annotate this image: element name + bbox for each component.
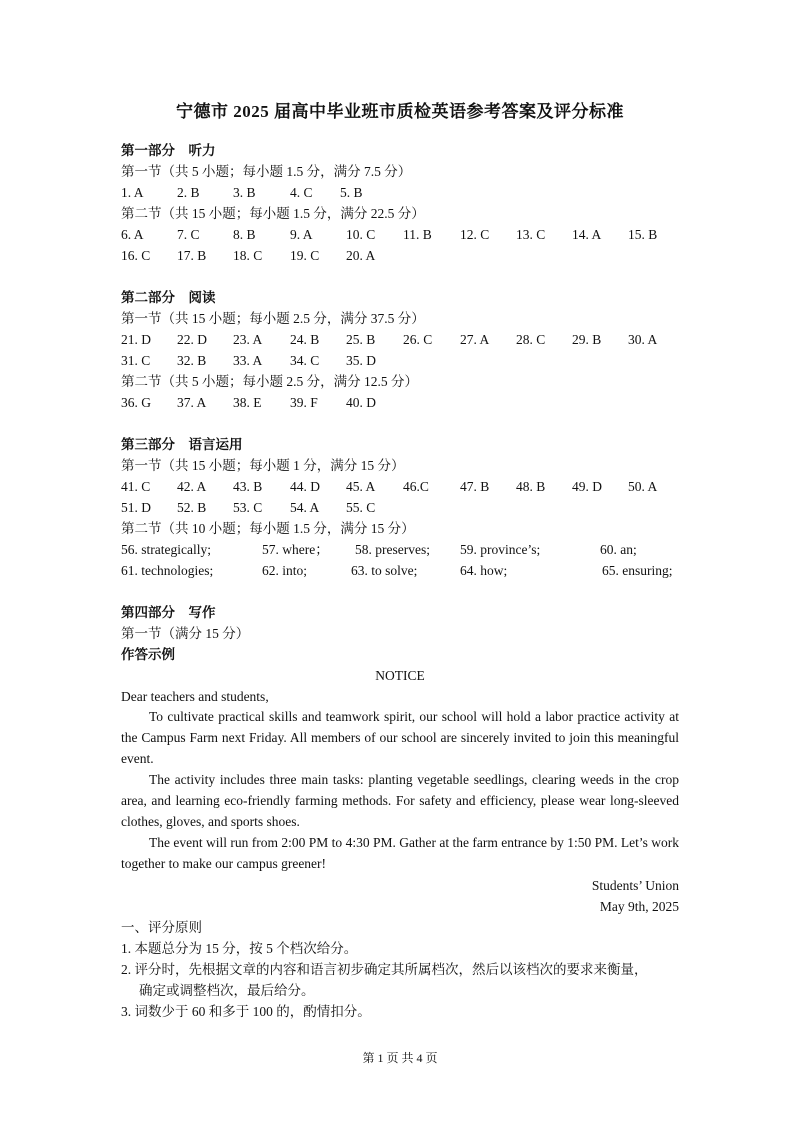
answer-cell: 19. C	[290, 248, 320, 263]
answer-cell: 21. D	[121, 332, 151, 347]
answer-cell: 13. C	[516, 227, 546, 242]
answer-cell: 26. C	[403, 332, 433, 347]
answer-cell: 57. where；	[262, 542, 329, 557]
part2-section1: 第一节（共 15 小题；每小题 2.5 分，满分 37.5 分）	[121, 311, 425, 326]
answer-cell: 14. A	[572, 227, 602, 242]
answer-cell: 62. into;	[262, 563, 308, 578]
notice-title: NOTICE	[375, 668, 425, 683]
answer-cell: 18. C	[233, 248, 263, 263]
answer-cell: 34. C	[290, 353, 320, 368]
part3-section2: 第二节（共 10 小题；每小题 1.5 分，满分 15 分）	[121, 521, 415, 536]
answer-cell: 25. B	[346, 332, 376, 347]
answer-cell: 65. ensuring;	[602, 563, 673, 578]
part3-section1: 第一节（共 15 小题；每小题 1 分，满分 15 分）	[121, 458, 405, 473]
page-title: 宁德市 2025 届高中毕业班市质检英语参考答案及评分标准	[176, 102, 624, 121]
answer-cell: 11. B	[403, 227, 432, 242]
notice-signature: Students’ Union	[591, 878, 679, 893]
answer-cell: 6. A	[121, 227, 144, 242]
page-number-footer: 第 1 页 共 4 页	[362, 1051, 438, 1065]
answer-cell: 59. province’s;	[460, 542, 541, 557]
rule-3: 3. 词数少于 60 和多于 100 的，酌情扣分。	[121, 1004, 371, 1019]
notice-paragraph-3: The event will run from 2:00 PM to 4:30 PM. Gather at the farm entrance by 1:50 PM. Let’s work together to make our campus greener!	[121, 835, 679, 871]
notice-paragraph-2: The activity includes three main tasks: planting vegetable seedlings, clearing weeds in the crop area, and learning eco-friendly farming methods. For safety and efficiency, please wear long-sleeved clothes, gloves, and sports shoes.	[121, 772, 679, 829]
answer-cell: 52. B	[177, 500, 207, 515]
answer-cell: 49. D	[572, 479, 602, 494]
answer-cell: 20. A	[346, 248, 376, 263]
answer-cell: 3. B	[233, 185, 256, 200]
part1-section1: 第一节（共 5 小题；每小题 1.5 分，满分 7.5 分）	[121, 164, 412, 179]
answer-cell: 60. an;	[600, 542, 637, 557]
answer-cell: 36. G	[121, 395, 151, 410]
answer-cell: 54. A	[290, 500, 320, 515]
part1-section2: 第二节（共 15 小题；每小题 1.5 分，满分 22.5 分）	[121, 206, 425, 221]
answer-cell: 8. B	[233, 227, 256, 242]
answer-cell: 63. to solve;	[351, 563, 418, 578]
part1-heading: 第一部分 听力	[121, 143, 216, 158]
answer-cell: 33. A	[233, 353, 263, 368]
answer-cell: 15. B	[628, 227, 658, 242]
answer-cell: 38. E	[233, 395, 262, 410]
answer-cell: 30. A	[628, 332, 658, 347]
answer-cell: 10. C	[346, 227, 376, 242]
rule-2-continued: 确定或调整档次，最后给分。	[139, 983, 315, 998]
rule-2: 2. 评分时，先根据文章的内容和语言初步确定其所属档次，然后以该档次的要求来衡量，	[121, 962, 648, 977]
notice-paragraph-1: To cultivate practical skills and teamwork spirit, our school will hold a labor practice activity at the Campus Farm next Friday. All members of our school are sincerely invited to join this meaningful event.	[121, 709, 679, 766]
part4-section1: 第一节（满分 15 分）	[121, 626, 250, 641]
answer-cell: 17. B	[177, 248, 207, 263]
answer-cell: 51. D	[121, 500, 151, 515]
part4-heading: 第四部分 写作	[121, 605, 216, 620]
answer-cell: 40. D	[346, 395, 376, 410]
answer-cell: 32. B	[177, 353, 207, 368]
sample-label: 作答示例	[121, 647, 175, 662]
answer-cell: 9. A	[290, 227, 313, 242]
part3-heading: 第三部分 语言运用	[121, 437, 243, 452]
rules-heading: 一、评分原则	[121, 920, 202, 935]
answer-cell: 7. C	[177, 227, 200, 242]
answer-cell: 58. preserves;	[355, 542, 430, 557]
answer-cell: 35. D	[346, 353, 376, 368]
answer-cell: 47. B	[460, 479, 490, 494]
notice-greeting: Dear teachers and students,	[121, 689, 269, 704]
answer-cell: 1. A	[121, 185, 144, 200]
answer-cell: 56. strategically;	[121, 542, 211, 557]
answer-cell: 22. D	[177, 332, 207, 347]
rule-1: 1. 本题总分为 15 分，按 5 个档次给分。	[121, 941, 358, 956]
answer-cell: 29. B	[572, 332, 602, 347]
answer-cell: 48. B	[516, 479, 546, 494]
answer-cell: 55. C	[346, 500, 376, 515]
answer-cell: 12. C	[460, 227, 490, 242]
answer-cell: 64. how;	[460, 563, 508, 578]
answer-cell: 28. C	[516, 332, 546, 347]
answer-cell: 37. A	[177, 395, 207, 410]
answer-cell: 43. B	[233, 479, 263, 494]
answer-cell: 31. C	[121, 353, 151, 368]
notice-date: May 9th, 2025	[599, 899, 679, 914]
answer-cell: 42. A	[177, 479, 207, 494]
part2-section2: 第二节（共 5 小题；每小题 2.5 分，满分 12.5 分）	[121, 374, 418, 389]
answer-cell: 46.C	[403, 479, 429, 494]
answer-cell: 24. B	[290, 332, 320, 347]
answer-cell: 45. A	[346, 479, 376, 494]
answer-cell: 27. A	[460, 332, 490, 347]
answer-cell: 2. B	[177, 185, 200, 200]
answer-cell: 50. A	[628, 479, 658, 494]
answer-cell: 16. C	[121, 248, 151, 263]
answer-cell: 23. A	[233, 332, 263, 347]
answer-cell: 44. D	[290, 479, 320, 494]
answer-cell: 53. C	[233, 500, 263, 515]
answer-cell: 5. B	[340, 185, 363, 200]
part2-heading: 第二部分 阅读	[121, 290, 216, 305]
answer-cell: 61. technologies;	[121, 563, 214, 578]
answer-cell: 4. C	[290, 185, 313, 200]
answer-cell: 39. F	[290, 395, 318, 410]
answer-cell: 41. C	[121, 479, 151, 494]
